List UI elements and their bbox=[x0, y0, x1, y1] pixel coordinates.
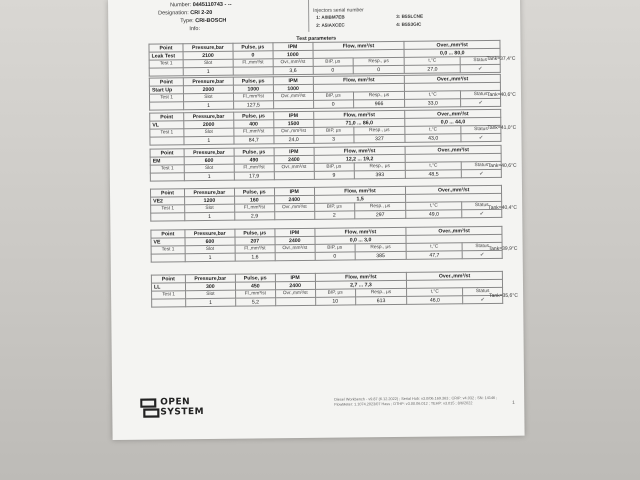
test-point-block bbox=[150, 185, 502, 222]
pressure-value: 2100 bbox=[183, 51, 233, 60]
page-number: 1 bbox=[512, 399, 515, 405]
sub-header: Ovr.,mm³/st bbox=[273, 58, 313, 66]
designation-value: CRI 2-20 bbox=[190, 9, 213, 17]
ipm-value: 2400 bbox=[275, 281, 315, 289]
sub-header: Slot bbox=[185, 245, 235, 254]
test-point-table bbox=[150, 185, 502, 222]
sub-header: Test 1 bbox=[150, 165, 184, 173]
ipm-value: 1000 bbox=[273, 50, 313, 58]
flow-range: 12,2 ... 19,2 bbox=[314, 154, 406, 163]
col-header-flow: Flow, mm³/st bbox=[314, 186, 406, 195]
pressure-value: 300 bbox=[185, 282, 235, 291]
sub-header: Fl.,mm³/st bbox=[235, 245, 275, 253]
pulse-value: 1000 bbox=[233, 85, 273, 93]
temp-value: 49,0 bbox=[406, 210, 462, 219]
col-header-over: Over.,mm³/st bbox=[405, 109, 501, 118]
info-row bbox=[189, 26, 200, 32]
number-value: 0445110743 - -- bbox=[192, 1, 232, 9]
sub-header: Ovr.,mm³/st bbox=[273, 92, 313, 100]
col-header-over: Over.,mm³/st bbox=[407, 271, 503, 280]
col-header-pulse: Pulse, μs bbox=[234, 148, 274, 156]
sub-header: BIP, μs bbox=[314, 203, 354, 211]
temp-value: 48,5 bbox=[406, 170, 462, 179]
sub-header: Fl.,mm³/st bbox=[234, 164, 274, 172]
test-point-table bbox=[151, 271, 503, 308]
status-check-icon: ✔ bbox=[463, 295, 503, 303]
resp-value: 613 bbox=[355, 296, 407, 305]
sub-header: Resp., μs bbox=[353, 91, 405, 100]
type-label: Type: bbox=[180, 18, 194, 25]
sub-header: Status bbox=[462, 201, 502, 209]
status-check-icon: ✔ bbox=[461, 133, 501, 141]
logo-mark-icon bbox=[140, 397, 160, 419]
bip-value: 9 bbox=[314, 171, 354, 179]
tank-temperature: Tank=35,6°C bbox=[489, 292, 518, 300]
sub-header: Test 1 bbox=[151, 246, 185, 254]
col-header-pressure: Pressure,bar bbox=[183, 43, 233, 52]
point-name: VL bbox=[150, 121, 184, 129]
tank-temperature: Tank=40,6°C bbox=[487, 162, 517, 170]
info-label: Info: bbox=[189, 26, 201, 33]
test-point-table bbox=[149, 109, 501, 146]
ovr-value bbox=[274, 171, 314, 179]
sub-header: BIP, μs bbox=[315, 244, 355, 252]
injectors-title: Injectors serial number bbox=[313, 7, 364, 14]
sub-header: Status bbox=[462, 242, 502, 250]
col-header-pulse: Pulse, μs bbox=[233, 77, 273, 85]
ovr-value bbox=[274, 211, 314, 219]
number-row bbox=[170, 2, 232, 9]
pulse-value: 400 bbox=[234, 120, 274, 128]
flow-range: 2,7 ... 7,3 bbox=[315, 280, 407, 289]
designation-label: Designation: bbox=[158, 10, 189, 17]
sub-header: Status bbox=[463, 287, 503, 295]
col-header-pressure: Pressure,bar bbox=[184, 188, 234, 197]
sub-header: Status bbox=[461, 125, 501, 133]
pressure-value: 600 bbox=[185, 237, 235, 246]
flow-range: 0,0 ... 3,0 bbox=[315, 235, 407, 244]
temp-value: 43,0 bbox=[405, 134, 461, 143]
ipm-value: 1000 bbox=[273, 84, 313, 92]
fl-value: 5,2 bbox=[235, 298, 275, 306]
fl-value: 84,7 bbox=[234, 136, 274, 144]
resp-value: 393 bbox=[354, 170, 406, 179]
sub-header: Resp., μs bbox=[354, 202, 406, 211]
sub-header: BIP, μs bbox=[315, 289, 355, 297]
slot-value: 1 bbox=[184, 101, 234, 110]
test-parameters-title: Test parameters bbox=[296, 35, 337, 43]
pulse-value: 450 bbox=[235, 282, 275, 290]
sub-header: Test 1 bbox=[150, 129, 184, 137]
slot-value: 1 bbox=[185, 212, 235, 221]
col-header-flow: Flow, mm³/st bbox=[314, 146, 406, 155]
col-header-over: Over.,mm³/st bbox=[406, 185, 502, 194]
ovr-value bbox=[275, 297, 315, 305]
sub-header: Resp., μs bbox=[353, 126, 405, 135]
sub-header: BIP, μs bbox=[313, 58, 353, 66]
sub-header: Slot bbox=[184, 128, 234, 137]
pressure-value: 600 bbox=[184, 156, 234, 165]
over-range: 0,0 ... 44,0 bbox=[405, 117, 501, 126]
sub-header: Ovr.,mm³/st bbox=[275, 244, 315, 252]
sub-header: Test 1 bbox=[149, 60, 183, 68]
sub-header: Resp., μs bbox=[354, 162, 406, 171]
sub-header: t,°C bbox=[406, 243, 462, 252]
status-check-icon: ✔ bbox=[462, 250, 502, 258]
col-header-flow: Flow, mm³/st bbox=[315, 227, 407, 236]
col-header-pressure: Pressure,bar bbox=[183, 77, 233, 86]
sub-header: Slot bbox=[184, 164, 234, 173]
fl-value: 1,6 bbox=[235, 253, 275, 261]
fl-value: 2,9 bbox=[235, 212, 275, 220]
ipm-value: 2400 bbox=[274, 155, 314, 163]
bip-value: 0 bbox=[315, 252, 355, 260]
temp-value: 46,0 bbox=[407, 296, 463, 305]
ovr-value: 24,0 bbox=[274, 135, 314, 143]
col-header-flow: Flow, mm³/st bbox=[313, 75, 405, 84]
sub-header: Ovr.,mm³/st bbox=[274, 203, 314, 211]
bip-value: 0 bbox=[313, 66, 353, 74]
col-header-ipm: IPM bbox=[274, 147, 314, 155]
sub-header: Ovr.,mm³/st bbox=[274, 127, 314, 135]
ovr-value bbox=[273, 100, 313, 108]
test-point-table bbox=[150, 226, 502, 263]
col-header-point: Point bbox=[149, 78, 183, 86]
pressure-value: 2000 bbox=[184, 120, 234, 129]
pulse-value: 490 bbox=[234, 156, 274, 164]
col-header-ipm: IPM bbox=[273, 76, 313, 84]
sub-header: Ovr.,mm³/st bbox=[274, 163, 314, 171]
status-check-icon: ✔ bbox=[461, 169, 501, 177]
logo-line1: OPEN bbox=[160, 397, 191, 408]
over-range: 0,0 ... 80,0 bbox=[404, 48, 500, 57]
test-point-block bbox=[150, 226, 502, 263]
sub-header: Ovr.,mm³/st bbox=[275, 289, 315, 297]
injector-item: 3: B5SLCNE bbox=[396, 13, 424, 19]
col-header-pulse: Pulse, μs bbox=[235, 274, 275, 282]
designation-row bbox=[158, 10, 212, 17]
sub-header: t,°C bbox=[406, 162, 462, 171]
col-header-pressure: Pressure,bar bbox=[184, 148, 234, 157]
test-point-block bbox=[148, 40, 500, 77]
tank-temperature: Tank=40,6°C bbox=[486, 91, 516, 99]
col-header-over: Over.,mm³/st bbox=[405, 74, 501, 83]
sub-header: Test 1 bbox=[149, 94, 183, 102]
col-header-point: Point bbox=[150, 113, 184, 121]
sub-header: t,°C bbox=[405, 91, 461, 100]
tank-temperature: Tank=41,0°C bbox=[487, 124, 517, 132]
col-header-pulse: Pulse, μs bbox=[233, 43, 273, 51]
injector-item: 2: A5IAXCEC bbox=[316, 22, 345, 28]
sub-header: Fl.,mm³/st bbox=[234, 204, 274, 212]
injector-item: 1: A0IBM7EB bbox=[316, 14, 345, 20]
point-name: Leak Test bbox=[149, 52, 183, 60]
sub-header: BIP, μs bbox=[314, 163, 354, 171]
test-point-block bbox=[150, 145, 502, 182]
col-header-over: Over.,mm³/st bbox=[406, 226, 502, 235]
row-blank bbox=[150, 137, 184, 145]
sub-header: Fl.,mm³/st bbox=[234, 128, 274, 136]
fl-value bbox=[233, 67, 273, 75]
sub-header: Slot bbox=[183, 59, 233, 68]
sub-header: t,°C bbox=[407, 288, 463, 297]
test-point-block bbox=[149, 109, 501, 146]
col-header-ipm: IPM bbox=[275, 228, 315, 236]
pulse-value: 207 bbox=[235, 237, 275, 245]
sub-header: Test 1 bbox=[152, 291, 186, 299]
ovr-value bbox=[275, 252, 315, 260]
fl-value: 127,5 bbox=[233, 101, 273, 109]
point-name: LL bbox=[151, 283, 185, 291]
slot-value: 1 bbox=[184, 136, 234, 145]
sub-header: Resp., μs bbox=[355, 288, 407, 297]
test-point-table bbox=[148, 40, 500, 77]
col-header-flow: Flow, mm³/st bbox=[313, 41, 405, 50]
point-name: EM bbox=[150, 157, 184, 165]
sub-header: Status bbox=[461, 161, 501, 169]
col-header-pulse: Pulse, μs bbox=[235, 229, 275, 237]
resp-value: 966 bbox=[353, 99, 405, 108]
fl-value: 17,9 bbox=[234, 172, 274, 180]
sub-header: Resp., μs bbox=[353, 57, 405, 66]
point-name: VE bbox=[151, 238, 185, 246]
ipm-value: 2400 bbox=[275, 236, 315, 244]
col-header-point: Point bbox=[150, 149, 184, 157]
header-divider bbox=[308, 0, 309, 32]
slot-value: 1 bbox=[185, 253, 235, 262]
resp-value: 327 bbox=[353, 134, 405, 143]
point-name: Start Up bbox=[149, 86, 183, 94]
col-header-point: Point bbox=[149, 44, 183, 52]
sub-header: Slot bbox=[183, 93, 233, 102]
temp-value: 33,0 bbox=[405, 99, 461, 108]
resp-value: 385 bbox=[355, 251, 407, 260]
bip-value: 2 bbox=[314, 211, 354, 219]
test-point-table bbox=[149, 74, 501, 111]
sub-header: Status bbox=[461, 90, 501, 98]
sub-header: Slot bbox=[185, 204, 235, 213]
col-header-point: Point bbox=[151, 275, 185, 283]
col-header-flow: Flow, mm³/st bbox=[313, 110, 405, 119]
test-point-block bbox=[151, 271, 503, 308]
tank-temperature: Tank=40,4°C bbox=[488, 204, 518, 212]
sub-header: t,°C bbox=[405, 126, 461, 135]
number-label: Number: bbox=[170, 2, 192, 9]
status-check-icon: ✔ bbox=[460, 64, 500, 72]
temp-value: 27,0 bbox=[405, 65, 461, 74]
sub-header: BIP, μs bbox=[313, 92, 353, 100]
sub-header: Fl.,mm³/st bbox=[233, 93, 273, 101]
col-header-pulse: Pulse, μs bbox=[234, 188, 274, 196]
sub-header: Test 1 bbox=[151, 205, 185, 213]
col-header-ipm: IPM bbox=[273, 42, 313, 50]
slot-value: 1 bbox=[183, 67, 233, 76]
col-header-point: Point bbox=[151, 230, 185, 238]
col-header-pressure: Pressure,bar bbox=[184, 112, 234, 121]
row-blank bbox=[151, 213, 185, 221]
test-point-block bbox=[149, 74, 501, 111]
flow-range: 1,5 bbox=[314, 194, 406, 203]
col-header-flow: Flow, mm³/st bbox=[315, 272, 407, 281]
tank-temperature: Tank=37,4°C bbox=[486, 55, 516, 63]
bip-value: 10 bbox=[315, 297, 355, 305]
bip-value: 0 bbox=[313, 100, 353, 108]
ovr-value: 3,6 bbox=[273, 66, 313, 74]
type-value: CRI-BOSCH bbox=[195, 17, 227, 25]
temp-value: 47,7 bbox=[406, 251, 462, 260]
flow-range: 71,0 ... 86,0 bbox=[313, 118, 405, 127]
col-header-ipm: IPM bbox=[274, 187, 314, 195]
sub-header: Slot bbox=[185, 290, 235, 299]
col-header-pressure: Pressure,bar bbox=[185, 229, 235, 238]
resp-value: 297 bbox=[354, 210, 406, 219]
row-blank bbox=[152, 299, 186, 307]
status-check-icon: ✔ bbox=[462, 209, 502, 217]
slot-value: 1 bbox=[184, 172, 234, 181]
col-header-ipm: IPM bbox=[275, 273, 315, 281]
col-header-over: Over.,mm³/st bbox=[404, 40, 500, 49]
sub-header: t,°C bbox=[406, 202, 462, 211]
sub-header: Status bbox=[460, 56, 500, 64]
col-header-pressure: Pressure,bar bbox=[185, 274, 235, 283]
sub-header: Fl.,mm³/st bbox=[233, 59, 273, 67]
sub-header: Fl.,mm³/st bbox=[235, 290, 275, 298]
sub-header: t,°C bbox=[404, 57, 460, 66]
col-header-ipm: IPM bbox=[273, 111, 313, 119]
point-name: VE2 bbox=[151, 197, 185, 205]
col-header-pulse: Pulse, μs bbox=[233, 112, 273, 120]
row-blank bbox=[151, 254, 185, 262]
pressure-value: 2000 bbox=[183, 85, 233, 94]
row-blank bbox=[150, 173, 184, 181]
bip-value: 3 bbox=[314, 135, 354, 143]
col-header-point: Point bbox=[150, 189, 184, 197]
status-check-icon: ✔ bbox=[461, 98, 501, 106]
ipm-value: 1500 bbox=[273, 119, 313, 127]
test-point-table bbox=[150, 145, 502, 182]
resp-value: 0 bbox=[353, 65, 405, 74]
tank-temperature: Tank=39,9°C bbox=[488, 245, 518, 253]
ipm-value: 2400 bbox=[274, 195, 314, 203]
col-header-over: Over.,mm³/st bbox=[405, 145, 501, 154]
sub-header: BIP, μs bbox=[313, 127, 353, 135]
row-blank bbox=[149, 68, 183, 76]
report-sheet bbox=[108, 0, 525, 440]
logo-line2: SYSTEM bbox=[160, 407, 205, 418]
type-row bbox=[180, 18, 226, 24]
sub-header: Resp., μs bbox=[355, 243, 407, 252]
row-blank bbox=[150, 102, 184, 110]
pressure-value: 1200 bbox=[184, 196, 234, 205]
pulse-value: 0 bbox=[233, 51, 273, 59]
slot-value: 1 bbox=[186, 298, 236, 307]
injector-item: 4: B5S3GIC bbox=[396, 21, 422, 27]
open-system-logo bbox=[140, 397, 236, 422]
footer-version-info: Diesel Workbench - v9.87 (6.12.2022) ; Serial Hub: v3.0/06.169.363 ; CRIP: v4.032 ; SN: 14146 ; FlowMeter: 1.1074.2023/07 Hass ; DTHP: v3.00.06.012 ; TEHP: v3.015 ; 8/6/2022 bbox=[334, 395, 498, 407]
pulse-value: 160 bbox=[234, 196, 274, 204]
